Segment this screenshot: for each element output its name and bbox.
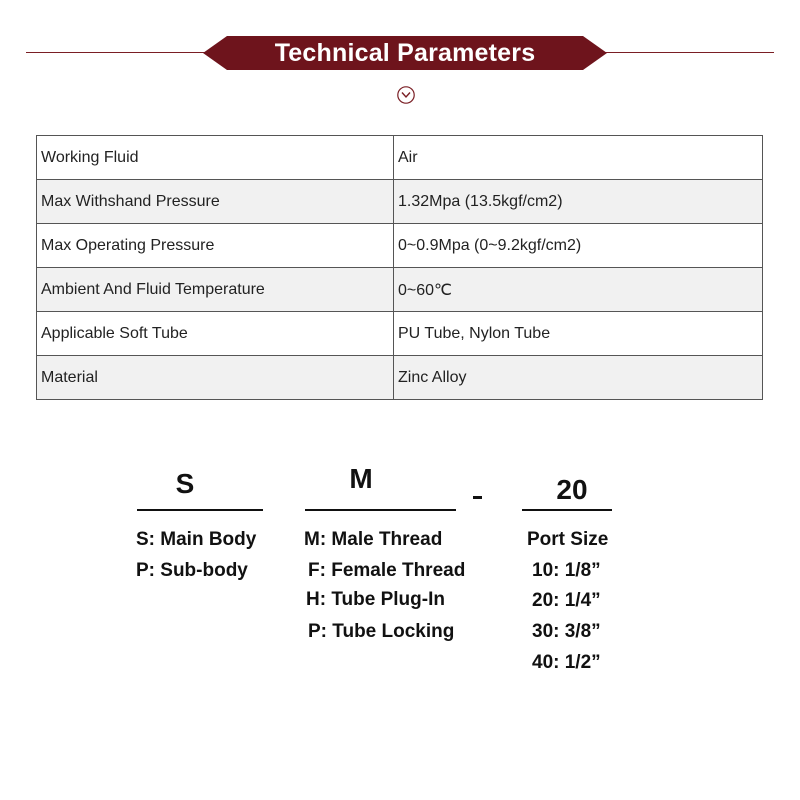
param-label: Ambient And Fluid Temperature <box>37 268 394 312</box>
parameters-table <box>36 135 763 400</box>
code-underline-thread <box>305 509 456 511</box>
body-option: S: Main Body <box>136 529 257 550</box>
param-label: Applicable Soft Tube <box>37 312 394 356</box>
model-code-port: 20 <box>556 474 588 505</box>
table-row <box>37 224 763 268</box>
param-value: 1.32Mpa (13.5kgf/cm2) <box>394 180 763 224</box>
body-option: P: Sub-body <box>136 560 248 581</box>
table-row <box>37 136 763 180</box>
table-row <box>37 268 763 312</box>
param-value: 0~0.9Mpa (0~9.2kgf/cm2) <box>394 224 763 268</box>
param-label: Working Fluid <box>37 136 394 180</box>
code-underline-body <box>137 509 263 511</box>
param-label: Max Withshand Pressure <box>37 180 394 224</box>
thread-option: P: Tube Locking <box>308 621 455 642</box>
param-value: 0~60℃ <box>394 268 763 312</box>
model-code-separator <box>473 496 482 499</box>
param-label: Max Operating Pressure <box>37 224 394 268</box>
port-option: 10: 1/8” <box>532 560 601 581</box>
table-row <box>37 356 763 400</box>
port-size-heading: Port Size <box>527 529 609 550</box>
thread-option: M: Male Thread <box>304 529 443 550</box>
model-code-thread: M <box>349 463 373 494</box>
table-row <box>37 312 763 356</box>
model-code-body: S <box>175 468 195 499</box>
code-underline-port <box>522 509 612 511</box>
port-option: 20: 1/4” <box>532 590 601 611</box>
thread-option: H: Tube Plug-In <box>306 589 445 610</box>
port-option: 30: 3/8” <box>532 621 601 642</box>
port-option: 40: 1/2” <box>532 652 601 673</box>
header-rule-right <box>584 52 774 53</box>
param-value: Zinc Alloy <box>394 356 763 400</box>
param-value: Air <box>394 136 763 180</box>
chevron-down-circle-icon <box>397 86 415 104</box>
param-value: PU Tube, Nylon Tube <box>394 312 763 356</box>
header-rule-left <box>26 52 226 53</box>
page-title: Technical Parameters <box>274 38 536 67</box>
table-row <box>37 180 763 224</box>
param-label: Material <box>37 356 394 400</box>
thread-option: F: Female Thread <box>308 560 466 581</box>
